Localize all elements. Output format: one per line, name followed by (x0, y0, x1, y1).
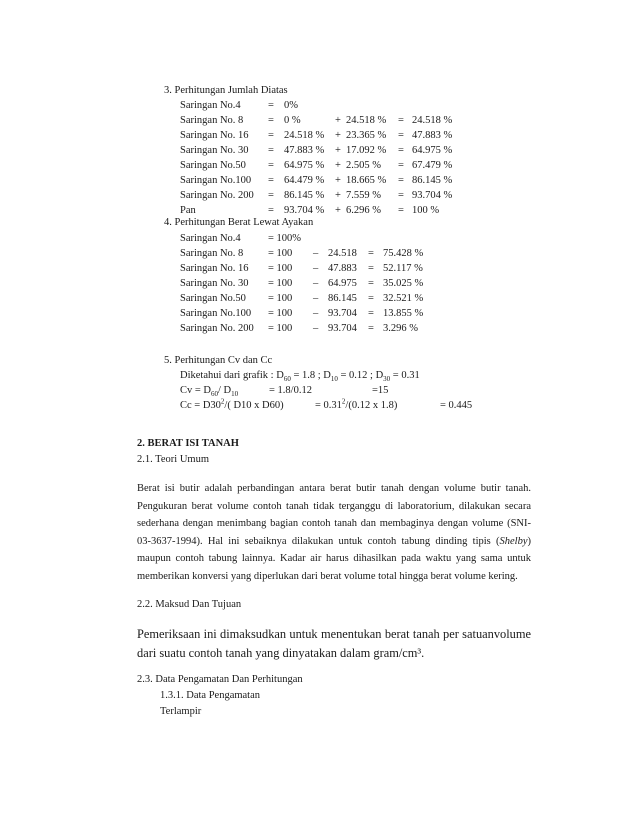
sec4-cell-op: – (313, 248, 319, 259)
sec3-cell-r: 86.145 % (412, 175, 453, 186)
subsection-2-2: 2.2. Maksud Dan Tujuan (137, 599, 242, 610)
sec4-row (0, 232, 638, 246)
sec4-row (0, 277, 638, 291)
sec4-cell-a: = 100 (268, 323, 293, 334)
sec4-cell-a: = 100 (268, 293, 293, 304)
sec4-cell-eq2: = (368, 323, 374, 334)
subsection-1-3-1: 1.3.1. Data Pengamatan (160, 690, 261, 701)
sec3-cell-eq: = (268, 205, 274, 216)
sec4-cell-label: Saringan No. 30 (180, 278, 249, 289)
sec3-row (0, 144, 638, 158)
sec3-cell-r: 93.704 % (412, 190, 453, 201)
theory-paragraph: Berat isi butir adalah perbandingan antara berat butir tanah dengan volume butir tanah. Pengukuran berat volume contoh tanah tidak terganggu di laboratorium, dilakukan secara sederhana dengan menimbang bagian contoh tanah dan membaginya dengan volume (SNI- 03-3637-1994). Hal ini sebaiknya dilakukan untuk contoh tabung dinding tipis (Shelby) maupun contoh tabung lainnya. Kadar air harus dihasilkan pada waktu yang sama untuk memberikan konversi yang diperlukan dari berat volume total hingga berat volume kering. (137, 483, 531, 582)
sec3-cell-eq2: = (398, 190, 404, 201)
sec4-cell-b: 86.145 (328, 293, 357, 304)
sec4-cell-op: – (313, 323, 319, 334)
sec4-cell-label: Saringan No.50 (180, 293, 246, 304)
sec3-cell-op: + (335, 145, 341, 156)
cv-value: = 1.8/0.12 (269, 385, 312, 396)
sec4-cell-label: Saringan No.100 (180, 308, 252, 319)
sec3-cell-op: + (335, 130, 341, 141)
cc-formula: $Cc = D30^2/$( D10 x D60) (180, 397, 284, 411)
sec3-cell-op: + (335, 190, 341, 201)
purpose-paragraph: Pemeriksaan ini dimaksudkan untuk menentukan berat tanah per satuanvolume dari suatu contoh tanah yang dinyatakan dalam gram/cm³. (137, 627, 531, 660)
sec4-cell-b: 47.883 (328, 263, 357, 274)
sec3-cell-eq2: = (398, 205, 404, 216)
sec4-cell-op: – (313, 308, 319, 319)
sec3-cell-a: 0% (284, 100, 298, 111)
sec4-cell-eq2: = (368, 263, 374, 274)
sec3-row (0, 159, 638, 173)
sec4-cell-label: Saringan No. 200 (180, 323, 254, 334)
subsection-2-1: 2.1. Teori Umum (137, 454, 209, 465)
sec3-cell-a: 0 % (284, 115, 301, 126)
sec3-cell-r: 24.518 % (412, 115, 453, 126)
sec3-cell-op: + (335, 205, 341, 216)
sec4-cell-a: = 100 (268, 263, 293, 274)
sec3-row (0, 129, 638, 143)
cv-formula: $Cv = D_{60}/$ $D_{10}$ (180, 385, 239, 399)
sec3-cell-op: + (335, 115, 341, 126)
sec4-row (0, 247, 638, 261)
sec3-cell-label: Saringan No. 8 (180, 115, 244, 126)
sec3-cell-eq2: = (398, 130, 404, 141)
sec3-cell-eq: = (268, 145, 274, 156)
sec3-cell-eq: = (268, 130, 274, 141)
sec3-row (0, 99, 638, 113)
sec3-cell-a: 24.518 % (284, 130, 325, 141)
sec3-cell-r: 100 % (412, 205, 440, 216)
sec4-cell-op: – (313, 278, 319, 289)
sec3-row (0, 114, 638, 128)
chapter-title: 2. BERAT ISI TANAH (137, 438, 239, 449)
sec3-cell-r: 67.479 % (412, 160, 453, 171)
sec3-cell-op: + (335, 160, 341, 171)
cc-result: = 0.445 (440, 400, 473, 411)
sec4-cell-label: Saringan No. 8 (180, 248, 244, 259)
sec4-cell-a: = 100% (268, 233, 302, 244)
sec4-cell-label: Saringan No.4 (180, 233, 241, 244)
sec4-cell-b: 64.975 (328, 278, 357, 289)
sec3-cell-b: 23.365 % (346, 130, 387, 141)
sec3-cell-b: 7.559 % (346, 190, 381, 201)
sec4-cell-r: 35.025 % (383, 278, 424, 289)
sec3-cell-b: 24.518 % (346, 115, 387, 126)
subsection-2-3: 2.3. Data Pengamatan Dan Perhitungan (137, 674, 303, 685)
sec4-cell-a: = 100 (268, 308, 293, 319)
sec3-row (0, 174, 638, 188)
sec3-cell-a: 86.145 % (284, 190, 325, 201)
sec4-cell-b: 93.704 (328, 308, 357, 319)
sec4-row (0, 262, 638, 276)
sec4-cell-b: 24.518 (328, 248, 357, 259)
sec4-row (0, 292, 638, 306)
sec4-row (0, 307, 638, 321)
sec4-cell-eq2: = (368, 278, 374, 289)
sec3-cell-label: Saringan No. 16 (180, 130, 249, 141)
sec3-cell-eq: = (268, 190, 274, 201)
sec3-cell-b: 18.665 % (346, 175, 387, 186)
sec4-cell-r: 75.428 % (383, 248, 424, 259)
sec4-cell-r: 13.855 % (383, 308, 424, 319)
sec3-cell-b: 2.505 % (346, 160, 381, 171)
sec3-row (0, 204, 638, 218)
sec4-cell-a: = 100 (268, 278, 293, 289)
sec3-cell-r: 64.975 % (412, 145, 453, 156)
sec3-cell-eq: = (268, 115, 274, 126)
sec4-cell-a: = 100 (268, 248, 293, 259)
sec4-cell-r: 32.521 % (383, 293, 424, 304)
sec3-cell-op: + (335, 175, 341, 186)
sec3-cell-label: Saringan No. 30 (180, 145, 249, 156)
cv-result: =15 (372, 385, 389, 396)
sec3-cell-a: 47.883 % (284, 145, 325, 156)
sec3-cell-b: 17.092 % (346, 145, 387, 156)
sec3-cell-label: Saringan No.50 (180, 160, 246, 171)
sec4-heading: 4. Perhitungan Berat Lewat Ayakan (164, 217, 314, 228)
sec3-cell-a: 64.479 % (284, 175, 325, 186)
sec3-cell-eq2: = (398, 145, 404, 156)
sec3-cell-b: 6.296 % (346, 205, 381, 216)
grafik-line: Diketahui dari grafik : $D_{60} = 1.8$ ; $D_{10} = 0.12$ ; $D_{30} = 0.31$ (180, 370, 420, 384)
sec3-cell-eq: = (268, 175, 274, 186)
sec3-cell-eq: = (268, 100, 274, 111)
sec3-heading: 3. Perhitungan Jumlah Diatas (164, 85, 288, 96)
sec3-cell-eq2: = (398, 160, 404, 171)
sec4-cell-op: – (313, 263, 319, 274)
sec4-cell-b: 93.704 (328, 323, 357, 334)
sec4-cell-eq2: = (368, 293, 374, 304)
sec3-cell-a: 93.704 % (284, 205, 325, 216)
attached-note: Terlampir (160, 706, 202, 717)
sec5-heading: 5. Perhitungan Cv dan Cc (164, 355, 273, 366)
sec3-cell-eq2: = (398, 115, 404, 126)
sec3-cell-label: Pan (180, 205, 196, 216)
sec4-cell-eq2: = (368, 308, 374, 319)
sec3-cell-eq2: = (398, 175, 404, 186)
cc-value: = $0.31^2/(0.12$ x 1.8) (315, 397, 398, 411)
sec4-cell-r: 52.117 % (383, 263, 423, 274)
sec4-cell-r: 3.296 % (383, 323, 418, 334)
sec3-cell-label: Saringan No.100 (180, 175, 252, 186)
sec3-row (0, 189, 638, 203)
sec4-cell-eq2: = (368, 248, 374, 259)
sec4-row (0, 322, 638, 336)
sec4-cell-label: Saringan No. 16 (180, 263, 249, 274)
sec4-cell-op: – (313, 293, 319, 304)
sec3-cell-r: 47.883 % (412, 130, 453, 141)
sec3-cell-label: Saringan No.4 (180, 100, 241, 111)
sec3-cell-eq: = (268, 160, 274, 171)
sec3-cell-label: Saringan No. 200 (180, 190, 254, 201)
sec3-cell-a: 64.975 % (284, 160, 325, 171)
